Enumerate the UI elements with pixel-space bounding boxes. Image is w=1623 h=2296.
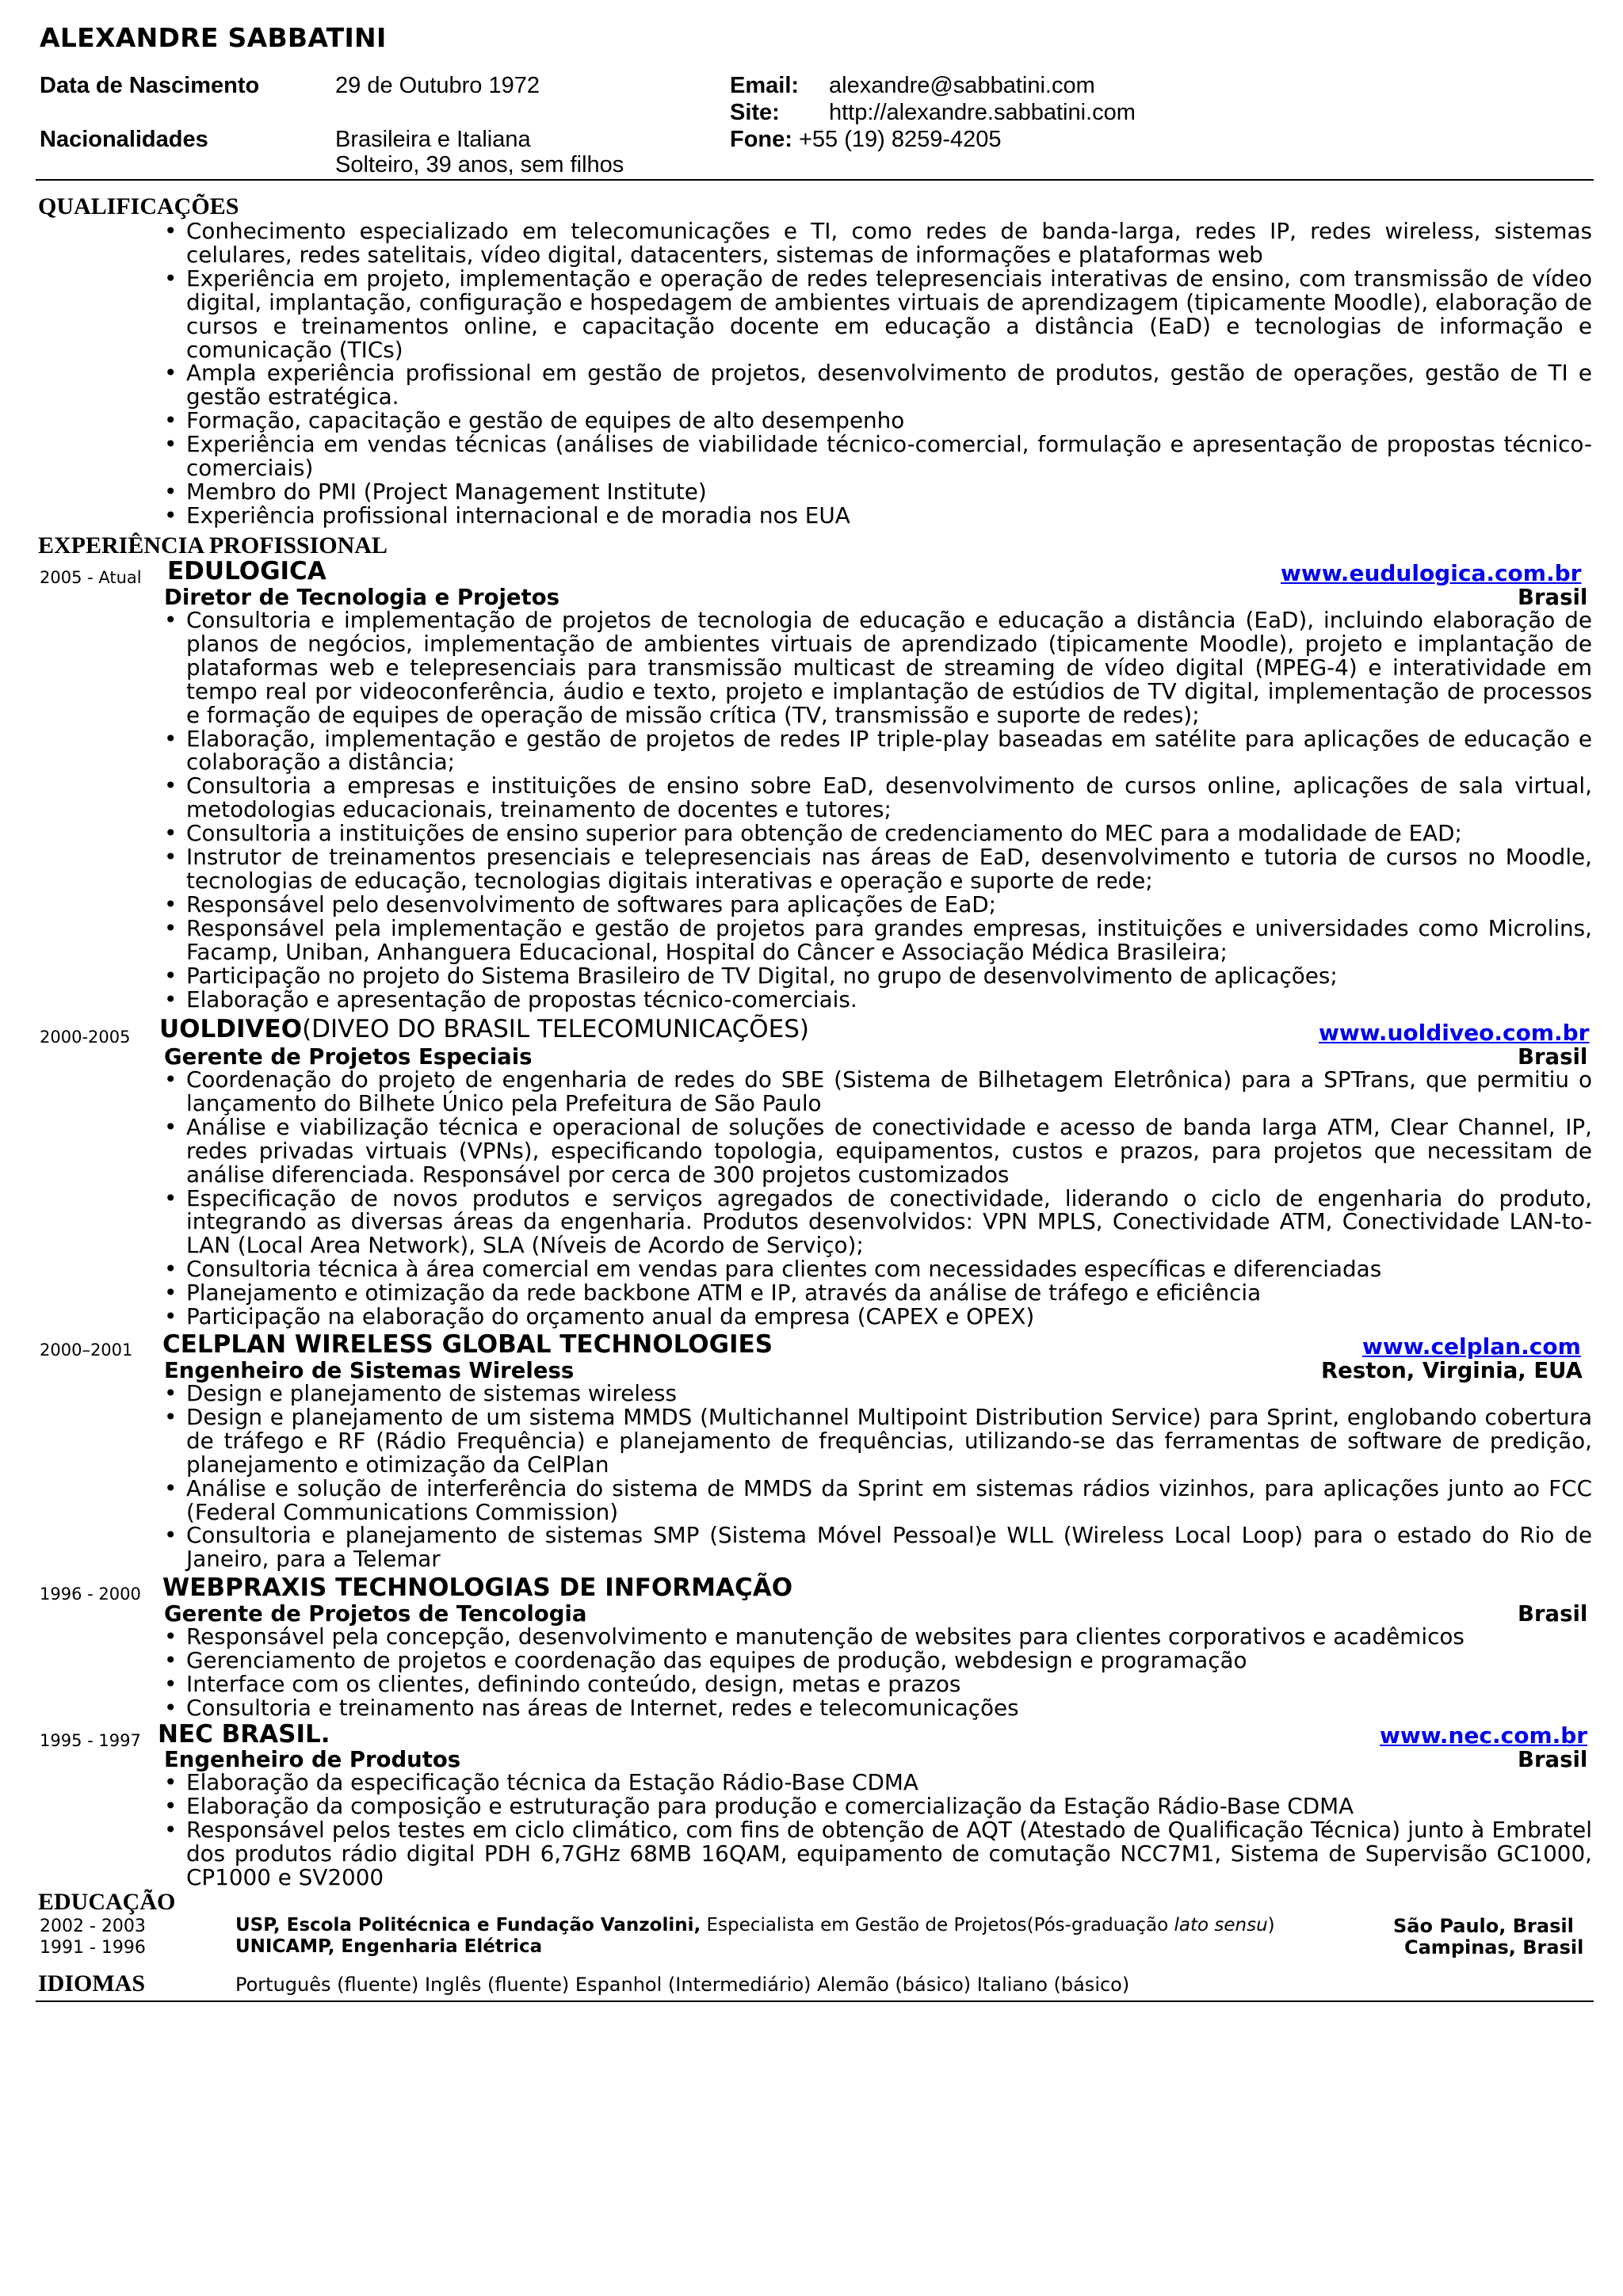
civil-status: Solteiro, 39 anos, sem filhos	[335, 152, 624, 177]
bullet-item: • Planejamento e otimização da rede backbone ATM e IP, através da análise de tráfego e eficiência	[186, 1281, 1592, 1305]
bullet-item: • Participação no projeto do Sistema Brasileiro de TV Digital, no grupo de desenvolvimento de aplicações;	[186, 964, 1592, 988]
education-location: Campinas, Brasil	[1404, 1936, 1584, 1958]
job-bullet-list	[186, 1625, 1592, 1720]
job-company-name: UOLDIVEO	[159, 1015, 303, 1043]
job-years: 2005 - Atual	[40, 568, 142, 587]
bullet-item: • Participação na elaboração do orçamento anual da empresa (CAPEX e OPEX)	[186, 1305, 1592, 1329]
job-url[interactable]: www.uoldiveo.com.br	[1319, 1020, 1590, 1046]
education-years: 2002 - 2003	[40, 1917, 146, 1936]
job-company: NEC BRASIL.	[158, 1720, 330, 1749]
birth-date-label: Data de Nascimento	[40, 73, 260, 98]
birth-date-value: 29 de Outubro 1972	[335, 73, 540, 98]
job-company: CELPLAN WIRELESS GLOBAL TECHNOLOGIES	[162, 1330, 773, 1359]
bullet-item: • Consultoria e planejamento de sistemas SMP (Sistema Móvel Pessoal)e WLL (Wireless Local Loop) para o estado do Rio de Janeiro, para a Telemar	[186, 1524, 1592, 1571]
header-divider	[36, 179, 1594, 181]
email-label: Email:	[730, 73, 800, 98]
job-company	[159, 1015, 809, 1043]
bullet-item: • Gerenciamento de projetos e coordenação das equipes de produção, webdesign e programação	[186, 1649, 1592, 1672]
job-location: Brasil	[1518, 1044, 1588, 1070]
bullet-item: • Formação, capacitação e gestão de equipes de alto desempenho	[186, 409, 1592, 433]
education-school: USP	[235, 1915, 273, 1936]
bullet-item: • Instrutor de treinamentos presenciais e telepresenciais nas áreas de EaD, desenvolvimento e tutoria de cursos no Moodle, tecnologias de educação, tecnologias digitais interativas e operação e suporte de rede;	[186, 845, 1592, 893]
languages-text: Português (fluente) Inglês (fluente) Espanhol (Intermediário) Alemão (básico) Italiano (básico)	[235, 1974, 1130, 1996]
job-role: Gerente de Projetos de Tencologia	[164, 1601, 587, 1627]
bullet-item: • Elaboração da especificação técnica da Estação Rádio-Base CDMA	[186, 1771, 1592, 1794]
bullet-item: • Ampla experiência profissional em gestão de projetos, desenvolvimento de produtos, gestão de operações, gestão de TI e gestão estratégica.	[186, 361, 1592, 409]
bullet-item: • Análise e viabilização técnica e operacional de soluções de conectividade e acesso de banda larga ATM, Clear Channel, IP, redes privadas virtuais (VPNs), especificando topologia, equipamentos, custos e prazos, para projetos que necessitam de análise diferenciada. Responsável por cerca de 300 projetos customizados	[186, 1116, 1592, 1187]
job-role: Diretor de Tecnologia e Projetos	[164, 585, 559, 610]
experience-heading: EXPERIÊNCIA PROFISSIONAL	[38, 532, 388, 559]
languages-heading: IDIOMAS	[38, 1970, 146, 1997]
bullet-item: • Design e planejamento de sistemas wireless	[186, 1382, 1592, 1405]
education-course-italic: lato sensu	[1174, 1915, 1268, 1936]
job-role: Engenheiro de Produtos	[164, 1747, 461, 1772]
bullet-item: • Responsável pelo desenvolvimento de softwares para aplicações de EaD;	[186, 893, 1592, 917]
site-label: Site:	[730, 100, 780, 125]
phone-label: Fone:	[730, 127, 792, 152]
job-years: 2000–2001	[40, 1341, 133, 1360]
job-company: WEBPRAXIS TECHNOLOGIAS DE INFORMAÇÃO	[162, 1573, 793, 1602]
bullet-item: • Membro do PMI (Project Management Institute)	[186, 480, 1592, 504]
job-location: Reston, Virginia, EUA	[1321, 1358, 1583, 1383]
job-bullet-list	[186, 608, 1592, 1011]
job-bullet-list	[186, 1382, 1592, 1571]
job-company: EDULOGICA	[167, 557, 327, 585]
bullet-item: • Consultoria a empresas e instituições de ensino sobre EaD, desenvolvimento de cursos online, aplicações de sala virtual, metodologias educacionais, treinamento de docentes e tutores;	[186, 774, 1592, 822]
education-school-detail: , Escola Politécnica e Fundação Vanzolini,	[273, 1915, 701, 1936]
bullet-item: • Responsável pela implementação e gestão de projetos para grandes empresas, instituições e universidades como Microlins, Facamp, Uniban, Anhanguera Educacional, Hospital do Câncer e Associação Médica Brasileira;	[186, 917, 1592, 964]
job-url[interactable]: www.celplan.com	[1362, 1333, 1581, 1360]
job-location: Brasil	[1518, 1601, 1588, 1627]
qualifications-list	[186, 219, 1592, 528]
education-heading: EDUCAÇÃO	[38, 1889, 176, 1915]
job-years: 2000-2005	[40, 1028, 131, 1047]
bullet-item: • Elaboração da composição e estruturação para produção e comercialização da Estação Rádio-Base CDMA	[186, 1794, 1592, 1818]
bullet-item: • Interface com os clientes, definindo conteúdo, design, metas e prazos	[186, 1672, 1592, 1696]
job-years: 1996 - 2000	[40, 1585, 141, 1604]
bullet-item: • Elaboração, implementação e gestão de projetos de redes IP triple-play baseadas em satélite para aplicações de educação e colaboração a distância;	[186, 727, 1592, 775]
bullet-item: • Conhecimento especializado em telecomunicações e TI, como redes de banda-larga, redes IP, redes wireless, sistemas celulares, redes satelitais, vídeo digital, datacenters, sistemas de informações e plataformas web	[186, 219, 1592, 267]
education-entry	[235, 1936, 542, 1957]
phone-value: +55 (19) 8259-4205	[792, 127, 1002, 152]
job-company-fullname: (DIVEO DO BRASIL TELECOMUNICAÇÕES)	[302, 1015, 809, 1043]
bullet-item: • Experiência em vendas técnicas (análises de viabilidade técnico-comercial, formulação e apresentação de propostas técnico-comerciais)	[186, 433, 1592, 480]
education-entry	[235, 1915, 1275, 1936]
bullet-item: • Especificação de novos produtos e serviços agregados de conectividade, liderando o ciclo de engenharia do produto, integrando as diversas áreas da engenharia. Produtos desenvolvidos: VPN MPLS, Conectividade ATM, Conectividade LAN-to-LAN (Local Area Network), SLA (Níveis de Acordo de Serviço);	[186, 1187, 1592, 1258]
bullet-item: • Consultoria a instituições de ensino superior para obtenção de credenciamento do MEC para a modalidade de EAD;	[186, 822, 1592, 845]
education-years: 1991 - 1996	[40, 1938, 146, 1958]
job-bullet-list	[186, 1068, 1592, 1329]
qualifications-heading: QUALIFICAÇÕES	[38, 193, 239, 219]
job-url[interactable]: www.nec.com.br	[1380, 1722, 1588, 1749]
bullet-item: • Consultoria técnica à área comercial em vendas para clientes com necessidades específicas e diferenciadas	[186, 1257, 1592, 1281]
education-school: UNICAMP	[235, 1936, 328, 1957]
education-course: Especialista em Gestão de Projetos(Pós-graduação	[701, 1915, 1174, 1936]
education-school-detail: , Engenharia Elétrica	[327, 1936, 543, 1957]
bullet-item: • Coordenação do projeto de engenharia de redes do SBE (Sistema de Bilhetagem Eletrônica) para a SPTrans, que permitiu o lançamento do Bilhete Único pela Prefeitura de São Paulo	[186, 1068, 1592, 1116]
bullet-item: • Design e planejamento de um sistema MMDS (Multichannel Multipoint Distribution Service) para Sprint, englobando cobertura de tráfego e RF (Rádio Frequência) e planejamento de frequências, utilizando-se das ferramentas de software de predição, planejamento e otimização da CelPlan	[186, 1405, 1592, 1477]
job-url[interactable]: www.eudulogica.com.br	[1281, 560, 1582, 586]
bullet-item: • Experiência profissional internacional e de moradia nos EUA	[186, 504, 1592, 528]
bullet-item: • Elaboração e apresentação de propostas técnico-comerciais.	[186, 988, 1592, 1012]
job-location: Brasil	[1518, 585, 1588, 610]
job-location: Brasil	[1518, 1747, 1588, 1772]
site-value[interactable]: http://alexandre.sabbatini.com	[829, 100, 1136, 125]
job-role: Gerente de Projetos Especiais	[164, 1044, 533, 1070]
email-value[interactable]: alexandre@sabbatini.com	[829, 73, 1095, 98]
nationality-label: Nacionalidades	[40, 127, 208, 152]
job-bullet-list	[186, 1771, 1592, 1890]
nationality-value: Brasileira e Italiana	[335, 127, 531, 152]
candidate-name: ALEXANDRE SABBATINI	[40, 22, 387, 53]
phone-line	[730, 127, 1002, 153]
bullet-item: • Responsável pela concepção, desenvolvimento e manutenção de websites para clientes corporativos e acadêmicos	[186, 1625, 1592, 1649]
bullet-item: • Consultoria e treinamento nas áreas de Internet, redes e telecomunicações	[186, 1696, 1592, 1720]
job-role: Engenheiro de Sistemas Wireless	[164, 1358, 575, 1383]
bullet-item: • Consultoria e implementação de projetos de tecnologia de educação e educação a distância (EaD), incluindo elaboração de planos de negócios, implementação de ambientes virtuais de aprendizado (tipicamente Moodle), projeto e implantação de plataformas web e telepresenciais para transmissão multicast de streaming de vídeo digital (MPEG-4) e interatividade em tempo real por videoconferência, áudio e texto, projeto e implantação de estúdios de TV digital, implementação de processos e formação de equipes de operação de missão crítica (TV, transmissão e suporte de redes);	[186, 608, 1592, 727]
footer-divider	[36, 2000, 1594, 2002]
education-location: São Paulo, Brasil	[1393, 1915, 1574, 1937]
job-years: 1995 - 1997	[40, 1731, 141, 1750]
bullet-item: • Responsável pelos testes em ciclo climático, com fins de obtenção de AQT (Atestado de Qualificação Técnica) junto à Embratel dos produtos rádio digital PDH 6,7GHz 68MB 16QAM, equipamento de comutação NCC7M1, Sistema de Supervisão GC1000, CP1000 e SV2000	[186, 1818, 1592, 1890]
education-course-end: )	[1267, 1915, 1275, 1936]
bullet-item: • Análise e solução de interferência do sistema de MMDS da Sprint em sistemas rádios vizinhos, para aplicações junto ao FCC (Federal Communications Commission)	[186, 1477, 1592, 1524]
bullet-item: • Experiência em projeto, implementação e operação de redes telepresenciais interativas de ensino, com transmissão de vídeo digital, implantação, configuração e hospedagem de ambientes virtuais de aprendizagem (tipicamente Moodle), elaboração de cursos e treinamentos online, e capacitação docente em educação a distância (EaD) e tecnologias de informação e comunicação (TICs)	[186, 267, 1592, 362]
